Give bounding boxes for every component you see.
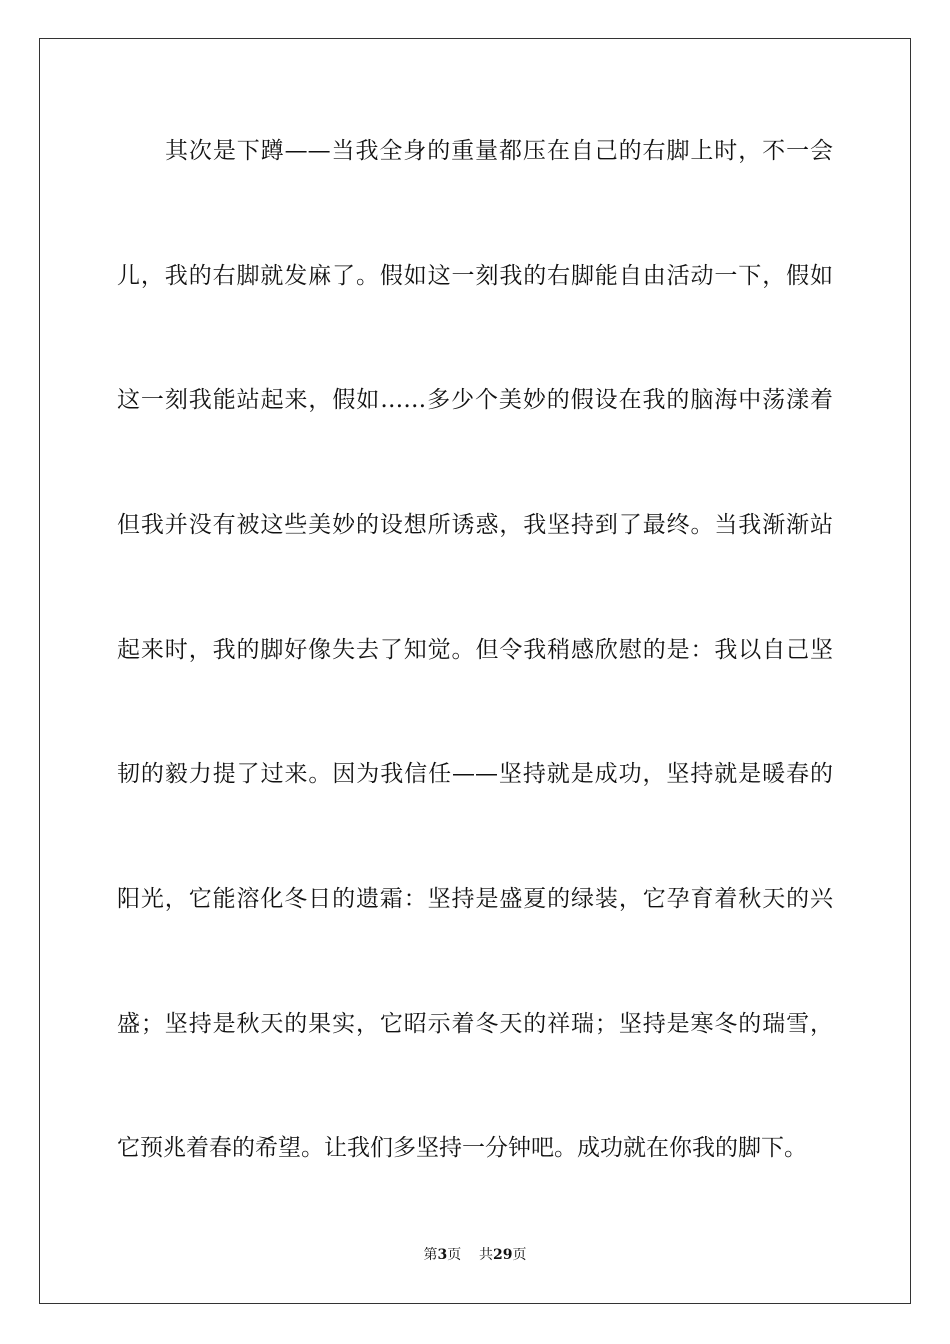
page-border: [39, 38, 911, 1304]
page-number: 3: [437, 1247, 448, 1263]
text-line-4: 但我并没有被这些美妙的设想所诱惑，我坚持到了最终。当我渐渐站: [117, 512, 833, 538]
total-pages: 29: [493, 1247, 513, 1263]
text-line-8: 盛；坚持是秋天的果实，它昭示着冬天的祥瑞；坚持是寒冬的瑞雪，: [117, 1011, 833, 1037]
page-prefix: 第: [423, 1247, 438, 1263]
total-suffix: 页: [512, 1247, 527, 1263]
text-line-2: 儿，我的右脚就发麻了。假如这一刻我的右脚能自由活动一下，假如: [117, 263, 833, 289]
text-line-7: 阳光，它能溶化冬日的遗霜：坚持是盛夏的绿装，它孕育着秋天的兴: [117, 886, 833, 912]
text-line-3: 这一刻我能站起来，假如……多少个美妙的假设在我的脑海中荡漾着: [117, 387, 833, 413]
text-line-9: 它预兆着春的希望。让我们多坚持一分钟吧。成功就在你我的脚下。: [117, 1135, 807, 1161]
text-line-1: 其次是下蹲——当我全身的重量都压在自己的右脚上时，不一会: [165, 138, 833, 164]
page-suffix: 页: [447, 1247, 462, 1263]
page-footer: [0, 1246, 950, 1264]
text-line-5: 起来时，我的脚好像失去了知觉。但令我稍感欣慰的是：我以自己坚: [117, 637, 833, 663]
total-prefix: 共: [479, 1247, 494, 1263]
text-line-6: 韧的毅力提了过来。因为我信任——坚持就是成功，坚持就是暖春的: [117, 761, 833, 787]
